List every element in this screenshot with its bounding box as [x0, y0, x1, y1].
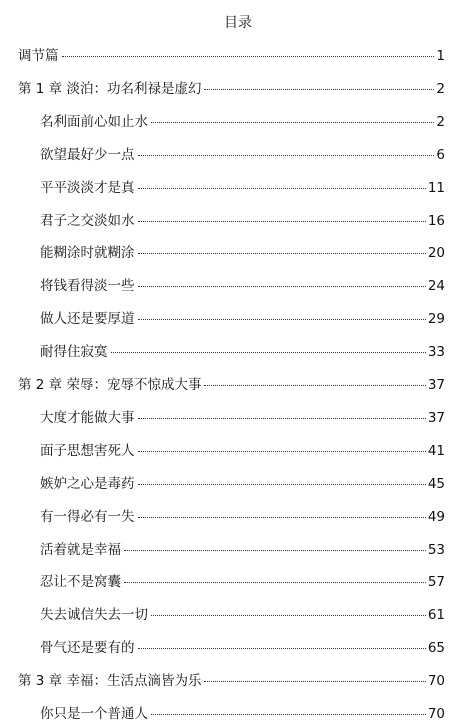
- toc-entry-label: 将钱看得淡一些: [40, 278, 135, 294]
- dot-leader: [204, 680, 425, 682]
- dot-leader: [138, 285, 426, 287]
- toc-page-number: 29: [427, 311, 445, 327]
- dot-leader: [204, 88, 434, 90]
- toc-entry-label: 平平淡淡才是真: [40, 180, 135, 196]
- toc-page-number: 11: [427, 180, 445, 196]
- toc-entry-label: 失去诚信失去一切: [40, 607, 148, 623]
- toc-section-entry[interactable]: [40, 409, 445, 427]
- toc-entry-label: 能糊涂时就糊涂: [40, 245, 135, 261]
- toc-page-number: 24: [427, 278, 445, 294]
- dot-leader: [138, 417, 426, 419]
- toc-entry-label: 第 1 章 淡泊：功名利禄是虚幻: [18, 81, 202, 97]
- toc-section-entry[interactable]: [40, 541, 445, 559]
- toc-entry-label: 有一得必有一失: [40, 509, 135, 525]
- toc-page-number: 2: [436, 114, 445, 130]
- toc-section-entry[interactable]: [40, 277, 445, 295]
- dot-leader: [138, 318, 426, 320]
- toc-entry-label: 第 3 章 幸福：生活点滴皆为乐: [18, 673, 202, 689]
- toc-entry-label: 活着就是幸福: [40, 542, 121, 558]
- toc-page-number: 6: [436, 147, 445, 163]
- dot-leader: [138, 154, 435, 156]
- toc-page-number: 57: [427, 574, 445, 590]
- toc-entry-label: 骨气还是要有的: [40, 640, 135, 656]
- toc-page-number: 37: [427, 410, 445, 426]
- toc-entry-label: 耐得住寂寞: [40, 344, 108, 360]
- toc-section-entry[interactable]: [40, 442, 445, 460]
- dot-leader: [138, 647, 426, 649]
- toc-section-entry[interactable]: [40, 179, 445, 197]
- toc-entry-label: 面子思想害死人: [40, 443, 135, 459]
- toc-section-entry[interactable]: [40, 310, 445, 328]
- dot-leader: [151, 713, 426, 715]
- toc-section-entry[interactable]: [40, 244, 445, 262]
- dot-leader: [138, 516, 426, 518]
- toc-page-number: 61: [427, 607, 445, 623]
- toc-page-number: 41: [427, 443, 445, 459]
- toc-section-entry[interactable]: [40, 508, 445, 526]
- dot-leader: [138, 483, 426, 485]
- toc-page-number: 49: [427, 509, 445, 525]
- toc-page-number: 1: [436, 48, 445, 64]
- toc-section-entry[interactable]: [40, 475, 445, 493]
- toc-section-entry[interactable]: [40, 146, 445, 164]
- toc-page-number: 33: [427, 344, 445, 360]
- toc-page-number: 20: [427, 245, 445, 261]
- toc-entry-label: 忍让不是窝囊: [40, 574, 121, 590]
- toc-page-number: 70: [427, 706, 445, 722]
- toc-section-entry[interactable]: [40, 113, 445, 131]
- dot-leader: [138, 252, 426, 254]
- toc-entry-label: 你只是一个普通人: [40, 706, 148, 722]
- dot-leader: [124, 549, 426, 551]
- toc-entry-label: 大度才能做大事: [40, 410, 135, 426]
- toc-section-entry[interactable]: [40, 705, 445, 723]
- toc-entry-label: 名利面前心如止水: [40, 114, 148, 130]
- toc-section-entry[interactable]: [40, 573, 445, 591]
- dot-leader: [138, 187, 426, 189]
- toc-section-entry[interactable]: [40, 639, 445, 657]
- dot-leader: [111, 351, 426, 353]
- toc-section-entry[interactable]: [40, 212, 445, 230]
- toc-page-number: 45: [427, 476, 445, 492]
- toc-section-entry[interactable]: [40, 343, 445, 361]
- toc-page-number: 2: [436, 81, 445, 97]
- toc-chapter-entry[interactable]: [18, 47, 445, 65]
- toc-title: 目录: [224, 15, 252, 31]
- dot-leader: [151, 121, 434, 123]
- toc-chapter-entry[interactable]: [18, 376, 445, 394]
- toc-page-number: 37: [427, 377, 445, 393]
- toc-entry-label: 君子之交淡如水: [40, 213, 135, 229]
- dot-leader: [138, 220, 426, 222]
- toc-chapter-entry[interactable]: [18, 80, 445, 98]
- dot-leader: [151, 614, 426, 616]
- toc-section-entry[interactable]: [40, 606, 445, 624]
- dot-leader: [124, 581, 426, 583]
- toc-page-number: 70: [427, 673, 445, 689]
- toc-page-number: 53: [427, 542, 445, 558]
- toc-entry-label: 做人还是要厚道: [40, 311, 135, 327]
- toc-entry-label: 嫉妒之心是毒药: [40, 476, 135, 492]
- toc-entry-label: 调节篇: [18, 48, 59, 64]
- toc-entry-label: 欲望最好少一点: [40, 147, 135, 163]
- toc-page-number: 16: [427, 213, 445, 229]
- dot-leader: [62, 55, 435, 57]
- dot-leader: [204, 384, 425, 386]
- dot-leader: [138, 450, 426, 452]
- toc-chapter-entry[interactable]: [18, 672, 445, 690]
- toc-page-number: 65: [427, 640, 445, 656]
- toc-entry-label: 第 2 章 荣辱：宠辱不惊成大事: [18, 377, 202, 393]
